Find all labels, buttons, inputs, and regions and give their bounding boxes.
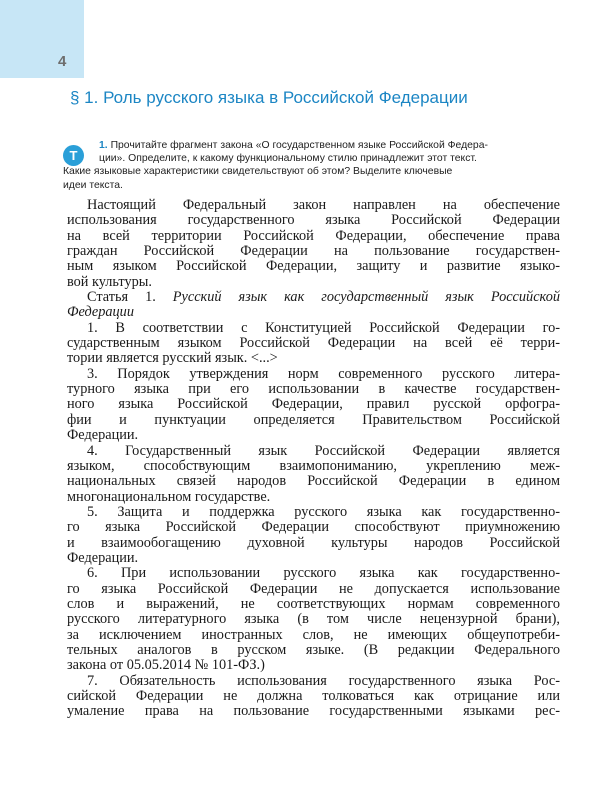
law-line: ным языком Российской Федерации, защиту и развитие языко- [67, 258, 560, 275]
law-line: национальных связей народов Российской Федерации в едином [67, 473, 560, 490]
law-line: Федерации. [67, 427, 139, 444]
law-line: русского литературного языка (в том числе нецензурной брани), [67, 611, 560, 628]
task-line: Прочитайте фрагмент закона «О государственном языке Российской Федера- [110, 140, 488, 151]
law-line: использования государственного языка Российской Федерации [67, 212, 560, 229]
law-line: закона от 05.05.2014 № 101-ФЗ.) [67, 657, 265, 674]
law-line: граждан Российской Федерации на пользование государствен- [67, 243, 560, 260]
page-tab-decoration [0, 0, 84, 78]
law-line: 4. Государственный язык Российской Федерации является [87, 442, 560, 459]
page-number: 4 [58, 53, 67, 70]
article-heading [67, 290, 560, 305]
law-line: 7. Обязательность использования государственного языка Рос- [87, 672, 560, 689]
law-line: го языка Российской Федерации способствуют приумножению [67, 519, 560, 536]
law-excerpt [67, 198, 560, 720]
article-title: Русский язык как государственный язык Российской [172, 289, 560, 306]
law-line: фии и пунктуации определяется Правительством Российской [67, 411, 560, 428]
law-line: 3. Порядок утверждения норм современного русского литера- [87, 365, 560, 382]
task-icon: Т [63, 145, 84, 166]
task-text [63, 139, 558, 192]
task-line: ции». Определите, к какому функциональному стилю принадлежит этот текст. [99, 153, 477, 165]
law-line: сийской Федерации не должна толковаться как отрицание или [67, 688, 560, 704]
law-line: Настоящий Федеральный закон направлен на обеспечение [87, 197, 560, 213]
task-number: 1. [99, 140, 108, 151]
law-line: вой культуры. [67, 273, 152, 290]
law-line: 6. При использовании русского языка как государственно- [87, 565, 560, 582]
law-line: ного языка Российской Федерации, правил русской орфогра- [67, 396, 560, 413]
law-line: многонациональном государстве. [67, 488, 271, 505]
article-title-cont: Федерации [67, 304, 134, 321]
task-block [63, 139, 558, 192]
section-title: § 1. Роль русского языка в Российской Федерации [70, 88, 468, 107]
law-line: и взаимообогащению духовной культуры народов Российской [67, 534, 560, 551]
law-line: сударственным языком Российской Федерации на всей её терри- [67, 335, 560, 352]
law-line: за исключением иностранных слов, не имеющих общеупотреби- [67, 626, 560, 643]
law-line: тории является русский язык. <...> [67, 350, 278, 367]
law-line: умаление права на пользование государственными языками рес- [67, 703, 560, 720]
law-line: слов и выражений, не соответствующих нормам современного [67, 595, 560, 612]
task-line: идеи текста. [63, 179, 123, 191]
law-line: Федерации. [67, 549, 139, 566]
law-line: турного языка при его использовании в качестве государствен- [67, 381, 560, 398]
law-line: на всей территории Российской Федерации, обеспечение права [67, 227, 560, 244]
law-line: тельных аналогов в русском языке. (В редакции Федерального [67, 641, 560, 658]
task-line: Какие языковые характеристики свидетельствуют об этом? Выделите ключевые [63, 166, 453, 178]
law-line: языком, способствующим взаимопониманию, укреплению меж- [67, 457, 560, 474]
law-line: 1. В соответствии с Конституцией Российской Федерации го- [87, 319, 560, 336]
law-line: го языка Российской Федерации не допускается использование [67, 580, 560, 597]
article-label: Статья 1. [87, 289, 156, 306]
law-line: 5. Защита и поддержка русского языка как государственно- [87, 503, 560, 520]
